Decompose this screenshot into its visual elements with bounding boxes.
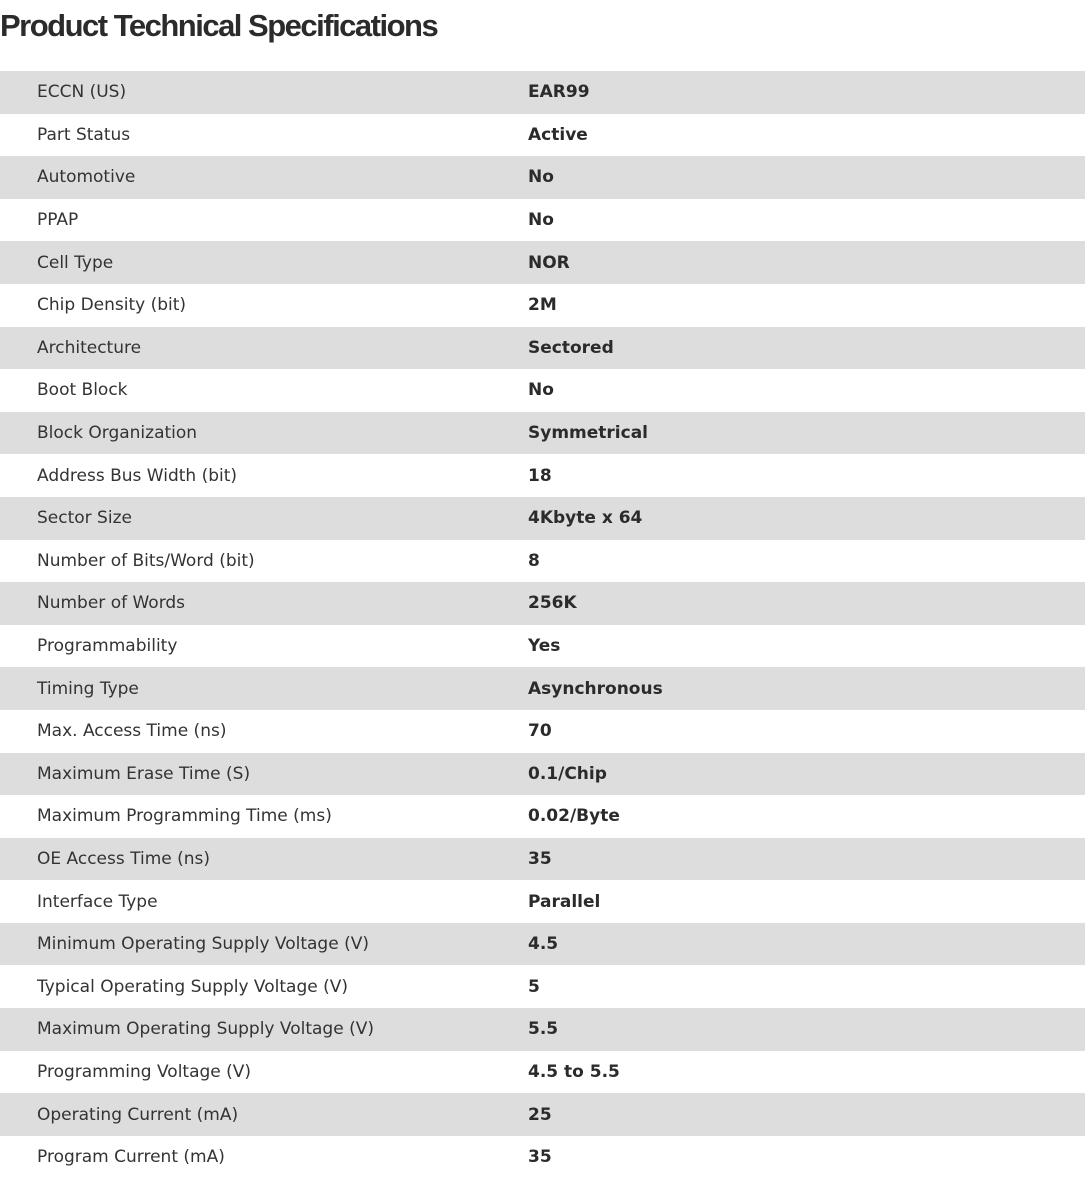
spec-value: 0.1/Chip <box>528 763 607 784</box>
table-row <box>0 497 1085 540</box>
spec-value: EAR99 <box>528 82 590 103</box>
spec-value: 5.5 <box>528 1019 559 1040</box>
spec-label: Architecture <box>37 337 142 358</box>
table-row <box>0 625 1085 668</box>
spec-label: Timing Type <box>37 678 139 699</box>
table-row <box>0 241 1085 284</box>
spec-value: Asynchronous <box>528 678 663 699</box>
spec-value: Active <box>528 124 588 145</box>
table-row <box>0 540 1085 583</box>
spec-label: Chip Density (bit) <box>37 295 187 316</box>
page-title: Product Technical Specifications <box>0 8 438 43</box>
spec-label: OE Access Time (ns) <box>37 848 211 869</box>
spec-label: Programmability <box>37 636 178 657</box>
spec-value: Parallel <box>528 891 601 912</box>
table-row <box>0 199 1085 242</box>
spec-value: Symmetrical <box>528 423 648 444</box>
spec-value: No <box>528 210 554 231</box>
spec-value: NOR <box>528 252 570 273</box>
spec-value: 18 <box>528 465 552 486</box>
table-row <box>0 1051 1085 1094</box>
spec-value: 0.02/Byte <box>528 806 620 827</box>
spec-label: Sector Size <box>37 508 132 529</box>
spec-value: 35 <box>528 1147 552 1168</box>
spec-label: Maximum Erase Time (S) <box>37 763 251 784</box>
spec-label: Programming Voltage (V) <box>37 1061 252 1082</box>
spec-label: PPAP <box>37 210 79 231</box>
spec-label: Minimum Operating Supply Voltage (V) <box>37 934 369 955</box>
spec-label: Cell Type <box>37 252 114 273</box>
spec-value: 4.5 to 5.5 <box>528 1061 620 1082</box>
spec-label: Address Bus Width (bit) <box>37 465 238 486</box>
spec-value: 25 <box>528 1104 552 1125</box>
table-row <box>0 1008 1085 1051</box>
spec-value: No <box>528 380 554 401</box>
spec-label: Program Current (mA) <box>37 1147 225 1168</box>
spec-label: Number of Bits/Word (bit) <box>37 550 255 571</box>
table-row <box>0 667 1085 710</box>
table-row <box>0 369 1085 412</box>
spec-label: Number of Words <box>37 593 186 614</box>
spec-label: ECCN (US) <box>37 82 127 103</box>
table-row <box>0 923 1085 966</box>
table-row <box>0 710 1085 753</box>
table-row <box>0 965 1085 1008</box>
table-row <box>0 156 1085 199</box>
table-row <box>0 880 1085 923</box>
spec-label: Automotive <box>37 167 136 188</box>
table-row <box>0 71 1085 114</box>
spec-label: Boot Block <box>37 380 128 401</box>
spec-value: 5 <box>528 976 540 997</box>
spec-value: 4.5 <box>528 934 559 955</box>
spec-value: 8 <box>528 550 540 571</box>
table-row <box>0 795 1085 838</box>
spec-value: 256K <box>528 593 577 614</box>
table-row <box>0 412 1085 455</box>
spec-value: No <box>528 167 554 188</box>
spec-value: 4Kbyte x 64 <box>528 508 643 529</box>
table-row <box>0 582 1085 625</box>
spec-value: Sectored <box>528 337 614 358</box>
spec-value: Yes <box>528 636 561 657</box>
spec-label: Maximum Operating Supply Voltage (V) <box>37 1019 374 1040</box>
table-row <box>0 327 1085 370</box>
spec-value: 35 <box>528 848 552 869</box>
spec-value: 2M <box>528 295 557 316</box>
table-row <box>0 454 1085 497</box>
spec-label: Maximum Programming Time (ms) <box>37 806 332 827</box>
spec-label: Interface Type <box>37 891 158 912</box>
table-row <box>0 1093 1085 1136</box>
spec-value: 70 <box>528 721 552 742</box>
spec-label: Operating Current (mA) <box>37 1104 239 1125</box>
table-row <box>0 838 1085 881</box>
table-row <box>0 114 1085 157</box>
spec-label: Part Status <box>37 124 131 145</box>
spec-table <box>0 71 1085 1178</box>
spec-label: Block Organization <box>37 423 198 444</box>
spec-label: Typical Operating Supply Voltage (V) <box>37 976 348 997</box>
table-row <box>0 753 1085 796</box>
table-row <box>0 284 1085 327</box>
spec-label: Max. Access Time (ns) <box>37 721 227 742</box>
